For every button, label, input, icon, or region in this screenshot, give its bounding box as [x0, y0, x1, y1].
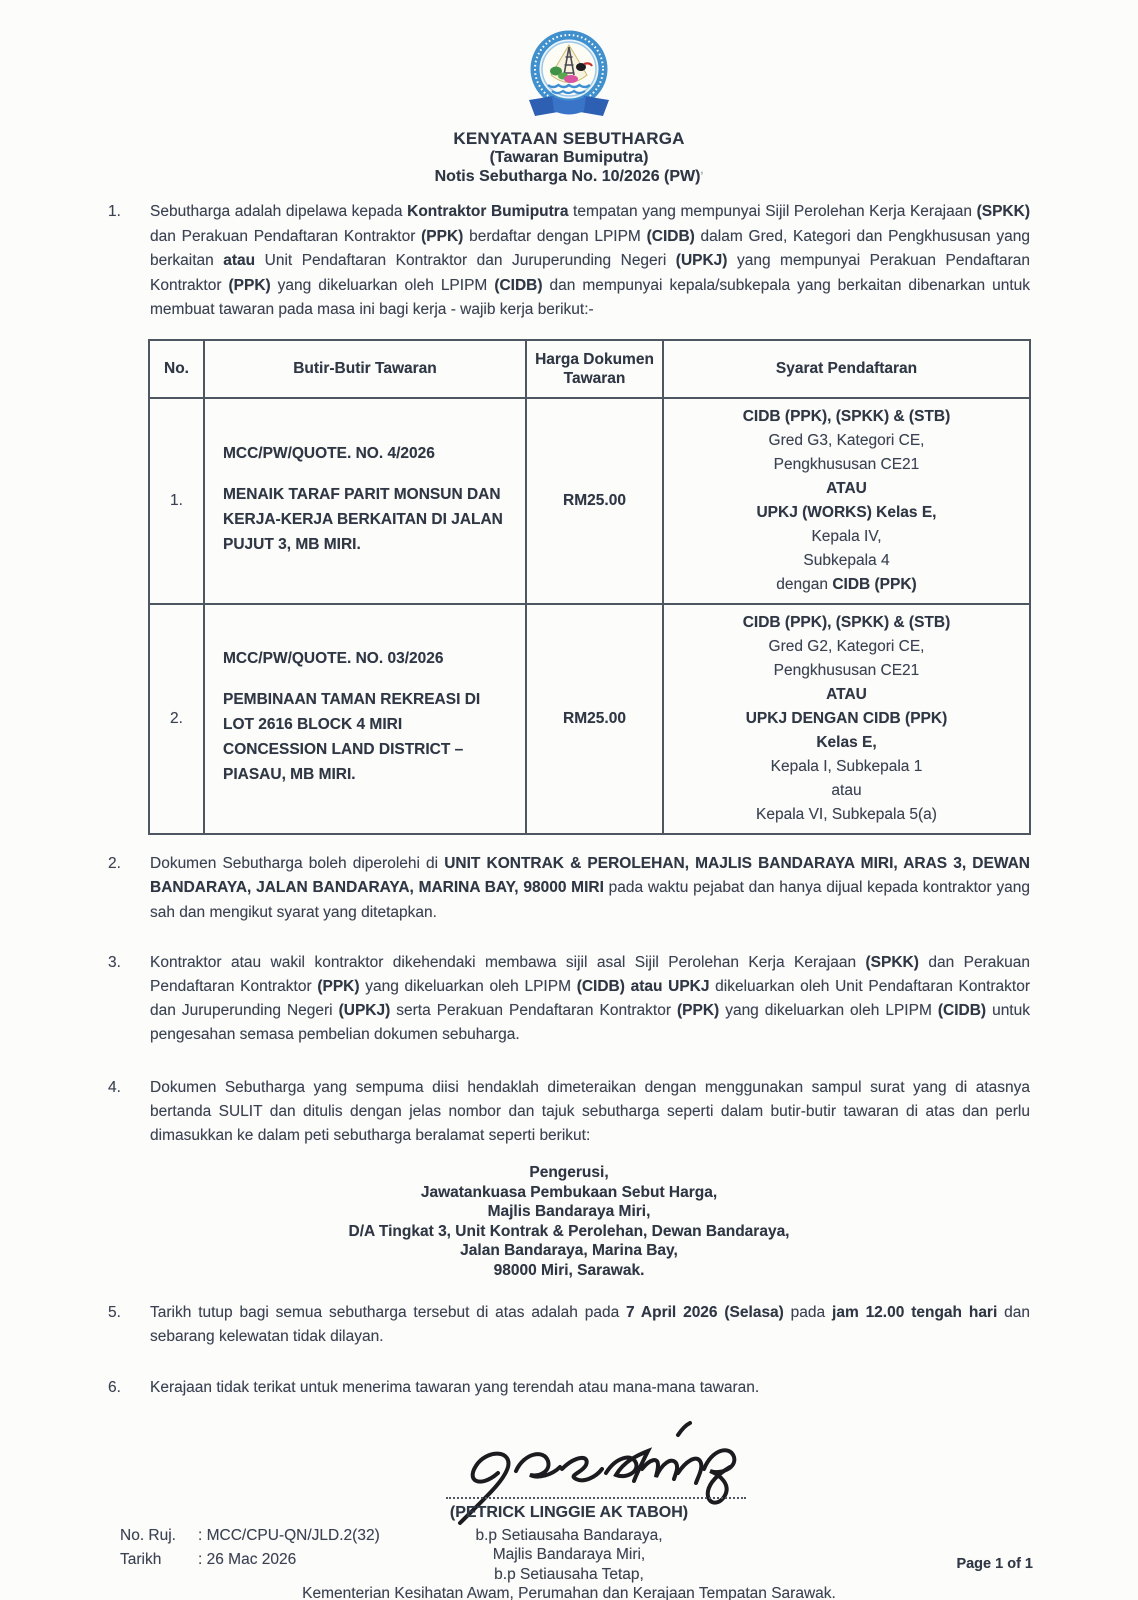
date-separator: : [198, 1551, 203, 1568]
tender-table [148, 339, 1031, 835]
column-header-syarat: Syarat Pendaftaran [663, 340, 1030, 398]
column-header-no: No. [149, 340, 204, 398]
document-body [108, 200, 1030, 1148]
paragraph-6 [108, 1376, 1030, 1401]
paragraph-2-text: Dokumen Sebutharga boleh diperolehi di UNIT KONTRAK & PEROLEHAN, MAJLIS BANDARAYA MIRI, ARAS 3, DEWAN BANDARAYA, JALAN BANDARAYA, MARINA BAY, 98000 MIRI pada waktu pejabat dan hanya dijual kepada kontraktor yang sah dan mengikut syarat yang ditetapkan. [150, 854, 1030, 921]
paragraph-1-text: Sebutharga adalah dipelawa kepada Kontraktor Bumiputra tempatan yang mempunyai Sijil Perolehan Kerja Kerajaan (SPKK) dan Perakuan Pendaftaran Kontraktor (PPK) berdaftar dengan LPIPM (CIDB) dalam Gred, Kategori dan Pengkhususan yang berkaitan atau Unit Pendaftaran Kontraktor dan Juruperunding Negeri (UPKJ) yang mempunyai Perakuan Pendaftaran Kontraktor (PPK) yang dikeluarkan oleh LPIPM (CIDB) dan mempunyai kepala/subkepala yang berkaitan dibenarkan untuk membuat tawaran pada masa ini bagi kerja - wajib kerja berikut:- [150, 203, 1031, 318]
paragraph-2 [108, 852, 1030, 926]
paragraph-3-text: Kontraktor atau wakil kontraktor dikehendaki membawa sijil asal Sijil Perolehan Kerja Kerajaan (SPKK) dan Perakuan Pendaftaran Kontraktor (PPK) yang dikeluarkan oleh LPIPM (CIDB) atau UPKJ dikeluarkan oleh Unit Pendaftaran Kontraktor dan Juruperunding Negeri (UPKJ) serta Perakuan Pendaftaran Kontraktor (PPK) yang dikeluarkan oleh LPIPM (CIDB) untuk pengesahan semasa pembelian dokumen sebuharga. [150, 954, 1031, 1043]
paragraph-5-number: 5. [108, 1304, 121, 1321]
page-number: Page 1 of 1 [956, 1556, 1033, 1572]
document-footer [0, 1524, 1138, 1572]
row-1-requirements: CIDB (PPK), (SPKK) & (STB) Gred G3, Kategori CE, Pengkhususan CE21 ATAU UPKJ (WORKS) Kelas E, Kepala IV, Subkepala 4 dengan CIDB (PPK) [663, 398, 1030, 604]
paragraph-4-text: Dokumen Sebutharga yang sempuma diisi hendaklah dimeteraikan dengan menggunakan sampul surat yang di atasnya bertanda SULIT dan ditulis dengan jelas nombor dan tajuk sebutharga seperti dalam butir-butir tawaran di atas dan perlu dimasukkan ke dalam peti sebutharga beralamat seperti berikut: [150, 1079, 1030, 1144]
paragraph-1-number: 1. [108, 203, 121, 220]
reference-label: No. Ruj. [120, 1527, 176, 1544]
paragraph-5-text: Tarikh tutup bagi semua sebutharga tersebut di atas adalah pada 7 April 2026 (Selasa) pada jam 12.00 tengah hari dan sebarang kelewatan tidak dilayan. [150, 1304, 1030, 1345]
row-1-price: RM25.00 [526, 398, 663, 604]
paragraph-4-number: 4. [108, 1079, 121, 1096]
paragraph-6-text: Kerajaan tidak terikat untuk menerima tawaran yang terendah atau mana-mana tawaran. [150, 1379, 760, 1396]
signatory-name: (PETRICK LINGGIE AK TABOH) [449, 1503, 689, 1521]
date-label: Tarikh [120, 1551, 162, 1568]
row-2-description: PEMBINAAN TAMAN REKREASI DI LOT 2616 BLOCK 4 MIRI CONCESSION LAND DISTRICT – PIASAU, MB MIRI. [223, 691, 481, 783]
row-2-butir [204, 604, 526, 834]
row-1-description: MENAIK TARAF PARIT MONSUN DAN KERJA-KERJA BERKAITAN DI JALAN PUJUT 3, MB MIRI. [223, 485, 503, 553]
majlis-bandaraya-miri-crest-icon [514, 30, 624, 129]
paragraph-6-number: 6. [108, 1379, 121, 1396]
row-1-quote-number: MCC/PW/QUOTE. NO. 4/2026 [223, 444, 435, 462]
signature-dotted-line [446, 1497, 746, 1499]
signatory-titles: b.p Setiausaha Bandaraya, Majlis Bandaraya Miri, b.p Setiausaha Tetap, Kementerian Kesihatan Awam, Perumahan dan Kerajaan Tempatan Sarawak. [302, 1526, 836, 1600]
table-row [149, 604, 1030, 834]
document-title: KENYATAAN SEBUTHARGA [453, 129, 685, 148]
paragraph-3 [108, 951, 1030, 1047]
reference-number-row [120, 1524, 1138, 1548]
notice-number [0, 167, 1138, 186]
paragraph-1 [108, 200, 1030, 323]
reference-value: MCC/CPU-QN/JLD.2(32) [206, 1527, 380, 1544]
row-2-requirements: CIDB (PPK), (SPKK) & (STB) Gred G2, Kategori CE, Pengkhususan CE21 ATAU UPKJ DENGAN CIDB (PPK) Kelas E, Kepala I, Subkepala 1 atau Kepala VI, Subkepala 5(a) [663, 604, 1030, 834]
date-value: 26 Mac 2026 [206, 1551, 297, 1568]
reference-separator: : [198, 1527, 203, 1544]
row-1-butir [204, 398, 526, 604]
submission-address: Pengerusi, Jawatankuasa Pembukaan Sebut Harga, Majlis Bandaraya Miri, D/A Tingkat 3, Unit Kontrak & Perolehan, Dewan Bandaraya, Jalan Bandaraya, Marina Bay, 98000 Miri, Sarawak. [348, 1164, 790, 1279]
paragraph-5 [108, 1301, 1030, 1349]
column-header-butir: Butir-Butir Tawaran [204, 340, 526, 398]
document-subtitle: (Tawaran Bumiputra) [489, 149, 649, 166]
row-2-price: RM25.00 [526, 604, 663, 834]
row-2-quote-number: MCC/PW/QUOTE. NO. 03/2026 [223, 650, 444, 667]
row-2-no: 2. [149, 604, 204, 834]
table-header-row [149, 340, 1030, 398]
table-row [149, 398, 1030, 604]
notice-number-text: Notis Sebutharga No. 10/2026 (PW) [434, 168, 701, 185]
row-1-no: 1. [149, 398, 204, 604]
paragraph-3-number: 3. [108, 954, 121, 971]
column-header-harga: Harga Dokumen Tawaran [526, 340, 663, 398]
paragraph-4 [108, 1076, 1030, 1148]
document-header [0, 0, 1138, 186]
scan-artifact-mark: ʼ [700, 169, 704, 184]
paragraph-2-number: 2. [108, 854, 121, 872]
